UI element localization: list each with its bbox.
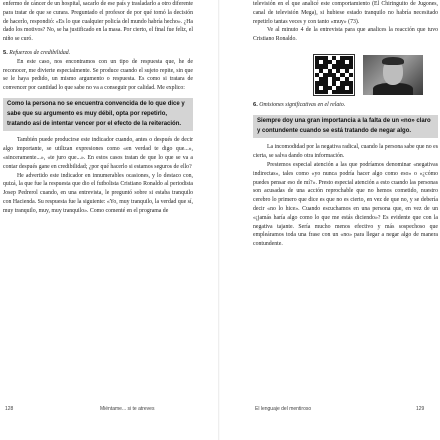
left-callout-box: Como la persona no se encuentra convencida de lo que dice y sabe que su argumento es muy débil, opta por repetirlo, tratando así de intentar vencer por el efecto de la reiteración. (3, 98, 193, 131)
left-running-title: Miéntame... si te atreves (100, 406, 155, 412)
right-paragraph-1: televisión en el que analicé este comportamiento (El Chiringuito de Jugones, canal de televisión Mega), si hubiese estado tranquilo no habría necesitado repetirlo tantas veces y con tanto «muy» (73). (253, 1, 438, 25)
left-page-content (3, 0, 193, 216)
left-paragraph-4: He advertido este indicador en innumerables ocasiones, y lo destaco con, quizá, la que fue la respuesta que dio el futbolista Cristiano Ronaldo al periodista Josep Pedrerol cuando, en una entrevista, le preguntó sobre si estaba tranquilo con Hacienda. Su respuesta fue la siguiente: «Yo, muy tranquilo, la verdad que sí, muy tranquilo, muy, muy tranquilo». Como comenté en el programa de (3, 172, 193, 214)
left-paragraph-2: En este caso, nos encontramos con un tipo de respuesta que, he de reconocer, me divierte especialmente. Se produce cuando el sujeto repite, sin que se le haya pedido, un mismo argumento o respuesta. Es como si tratara de convencer por cantidad lo que sabe no va a conseguir por calidad. Me explico: (3, 58, 193, 92)
section-title: Refuerzos de credibilidad. (9, 49, 71, 56)
media-row (313, 54, 438, 96)
right-paragraph-4: Prestemos especial atención a las que podríamos denominar «negativas indirectas», tales como «yo nunca podría hacer algo como eso» o «¿cómo puedes pensar eso de mí?». Presto especial atención a esto cuando las personas son acusadas de una acción reprochable que no hemos cometido, nuestro cerebro lo primero que dice es que no es cierto, en vez de que no, y se debería decir «no lo hice». Cuando escuchamos en una persona que, en vez de un «¡jamás haría algo como lo que me estás diciendo»? Es evidente que con la negativa tajante. Sería mucho menos efectivo y más sospechoso que empleáramos toda una frase con un «no» para llegar a negar algo de manera contundente. (253, 161, 438, 248)
left-paragraph-3: También puede producirse este indicador cuando, antes o después de decir algo importante, se utilizan expresiones como «en verdad te digo que...», «sinceramente...», «te juro que...». En estos casos tratan de que lo que se va a contar después gane en credibilidad; ¿por qué hacerlo si estamos seguros de ello? (3, 137, 193, 170)
right-section-heading (253, 101, 438, 110)
right-page (220, 0, 440, 440)
right-paragraph-3: La incomodidad por la negativa radical, cuando la persona sabe que no es cierta, se salva dando otra información. (253, 144, 438, 160)
section-number: 5. (3, 49, 8, 56)
left-paragraph-1: enfermo de cáncer de un hospital, sacarlo de ese país y trasladarlo a otro diferente para tratar de que se curara. Preguntado el profesor de por qué tomó la decisión de hacerlo, respondió: «Es lo que cualquier policía del mundo habría hecho». ¿Ha dado los motivos? No, se ha justificado en la masa. Por cierto, el final fue feliz, el niño se curó. (3, 1, 193, 43)
interview-photo (363, 55, 423, 95)
section-number: 6. (253, 101, 258, 108)
right-page-content (253, 0, 438, 249)
left-page-number: 128 (5, 406, 14, 412)
right-callout-box: Siempre doy una gran importancia a la falta de un «no» claro y contundente cuando se está tratando de negar algo. (253, 115, 438, 139)
right-running-title: El lenguaje del mentiroso (255, 406, 312, 412)
section-title: Omisiones significativas en el relato. (259, 101, 346, 108)
right-paragraph-2: Ve al minuto 4 de la entrevista para que analices la reacción que tuvo Cristiano Ronaldo. (253, 27, 438, 43)
right-page-number: 129 (416, 406, 425, 412)
qr-code[interactable] (313, 54, 355, 96)
photo-hair (382, 57, 404, 65)
left-section-heading (3, 49, 193, 58)
